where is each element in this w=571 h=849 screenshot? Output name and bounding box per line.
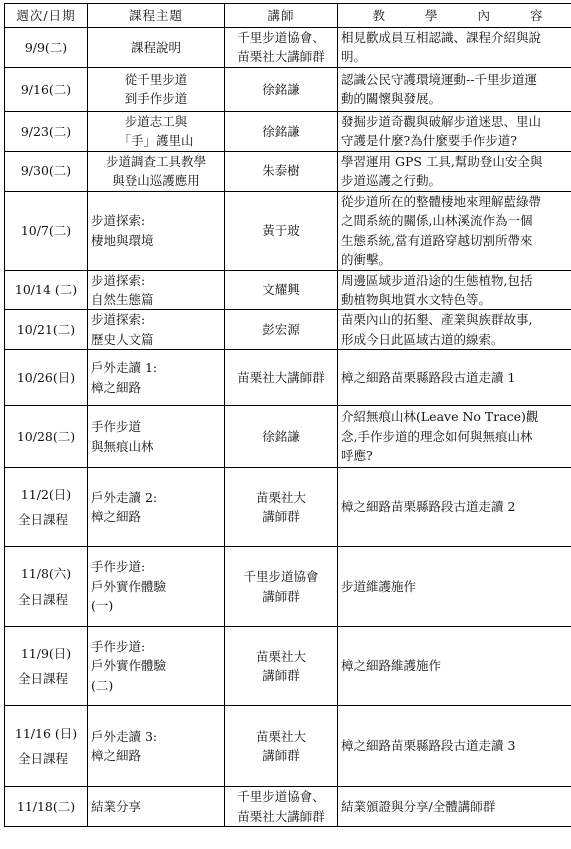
date-cell (5, 151, 88, 191)
header-row (5, 4, 571, 28)
content-line: 生態系統,當有道路穿越切割所帶來 (341, 232, 533, 248)
teacher-line: 苗栗社大講師群 (237, 369, 325, 385)
topic-cell (88, 151, 225, 191)
content-cell (338, 468, 571, 547)
teacher-cell (225, 191, 338, 270)
date-text: 10/7(二) (20, 222, 72, 238)
content-cell (338, 547, 571, 627)
topic-cell (88, 787, 225, 827)
date-text: 10/14 (二) (14, 282, 78, 298)
teacher-line: 講師群 (262, 509, 300, 524)
topic-line: 戶外走讀 3: (91, 728, 158, 744)
full-day-note: 全日課程 (18, 671, 69, 686)
date-cell (5, 67, 88, 111)
table-row (5, 151, 571, 191)
content-cell (338, 706, 571, 787)
topic-line: 與登山巡護應用 (112, 173, 200, 189)
content-line: 呼應? (341, 448, 373, 464)
content-line: 動的關懷與發展。 (341, 91, 442, 107)
teacher-cell (225, 28, 338, 68)
topic-cell (88, 547, 225, 627)
topic-line: 樟之細路 (91, 379, 142, 395)
date-text: 9/16(二) (20, 81, 72, 97)
table-row (5, 67, 571, 111)
date-text: 11/9(日) (20, 645, 72, 661)
schedule-body (5, 28, 571, 827)
teacher-cell (225, 151, 338, 191)
date-text: 11/18(二) (16, 798, 76, 814)
topic-line: 戶外走讀 1: (91, 360, 158, 376)
table-row (5, 406, 571, 468)
topic-cell (88, 406, 225, 468)
topic-cell (88, 28, 225, 68)
content-cell (338, 310, 571, 350)
content-cell (338, 627, 571, 706)
topic-cell (88, 270, 225, 310)
topic-line: 棲地與環境 (91, 232, 154, 248)
content-line: 從步道所在的整體棲地來理解藍綠帶 (341, 193, 542, 209)
date-cell (5, 310, 88, 350)
topic-line: 從千里步道 (124, 71, 188, 87)
topic-line: 步道探索: (91, 213, 146, 229)
date-cell (5, 787, 88, 827)
full-day-note: 全日課程 (18, 591, 69, 607)
topic-line: 戶外實作體驗 (91, 658, 167, 674)
table-row (5, 310, 571, 350)
date-cell (5, 627, 88, 706)
content-line: 相見歡成員互相認識、課程介紹與說 (341, 30, 542, 45)
content-line: 步道巡護之行動。 (341, 173, 442, 189)
content-line: 結業頒證與分享/全體講師群 (341, 798, 496, 814)
content-cell (338, 191, 571, 270)
topic-cell (88, 706, 225, 787)
table-row (5, 547, 571, 627)
teacher-cell (225, 787, 338, 827)
date-cell (5, 468, 88, 547)
topic-line: 自然生態篇 (91, 291, 154, 307)
teacher-cell (225, 406, 338, 468)
header-topic: 課程主題 (88, 4, 225, 28)
topic-line: 戶外走讀 2: (91, 489, 158, 505)
date-text: 10/21(二) (16, 321, 76, 337)
topic-line: 戶外實作體驗 (91, 578, 167, 594)
topic-line: 樟之細路 (91, 748, 142, 763)
topic-line: 步道志工與 (124, 113, 188, 129)
topic-cell (88, 111, 225, 151)
teacher-cell (225, 270, 338, 310)
topic-line: 步道調查工具教學 (105, 153, 206, 169)
date-cell (5, 706, 88, 787)
content-line: 發掘步道奇觀與破解步道迷思、里山 (341, 113, 542, 129)
teacher-line: 徐銘謙 (262, 81, 300, 97)
header-week-date: 週次/日期 (5, 4, 88, 28)
content-cell (338, 406, 571, 468)
teacher-line: 苗栗社大 (255, 648, 306, 664)
date-text: 9/23(二) (20, 123, 72, 139)
content-line: 的衝擊。 (341, 251, 392, 267)
teacher-line: 苗栗社大講師群 (237, 808, 325, 824)
table-row (5, 787, 571, 827)
teacher-line: 講師群 (262, 588, 300, 604)
date-text: 9/9(二) (24, 39, 68, 55)
topic-line: 步道探索: (91, 272, 146, 288)
table-row (5, 468, 571, 547)
content-line: 步道維護施作 (341, 578, 417, 594)
content-cell (338, 270, 571, 310)
content-cell (338, 350, 571, 406)
content-line: 守護是什麼?為什麼要手作步道? (341, 133, 517, 149)
date-cell (5, 28, 88, 68)
content-line: 念,手作步道的理念如何與無痕山林 (341, 428, 533, 444)
teacher-line: 講師群 (262, 748, 300, 763)
topic-cell (88, 350, 225, 406)
topic-cell (88, 67, 225, 111)
date-text: 11/2(日) (20, 486, 72, 502)
date-cell (5, 406, 88, 468)
content-line: 認識公民守護環境運動--千里步道運 (341, 71, 537, 87)
header-teacher: 講師 (225, 4, 338, 28)
content-line: 樟之細路苗栗縣路段古道走讀 3 (341, 738, 516, 754)
topic-line: 課程說明 (130, 39, 181, 55)
table-row (5, 28, 571, 68)
topic-line: 與無痕山林 (91, 438, 154, 454)
teacher-line: 千里步道協會 (243, 569, 319, 585)
topic-line: 到手作步道 (124, 91, 188, 107)
teacher-line: 苗栗社大 (255, 489, 306, 505)
content-cell (338, 151, 571, 191)
content-line: 明。 (341, 49, 367, 65)
topic-cell (88, 191, 225, 270)
topic-line: 樟之細路 (91, 509, 142, 524)
teacher-line: 講師群 (262, 668, 300, 683)
topic-line: 手作步道 (91, 419, 142, 435)
date-text: 11/16 (日) (14, 725, 78, 741)
content-line: 學習運用 GPS 工具,幫助登山安全與 (341, 153, 543, 169)
content-cell (338, 787, 571, 827)
teacher-cell (225, 547, 338, 627)
topic-line: (一) (91, 598, 114, 614)
table-row (5, 111, 571, 151)
content-cell (338, 111, 571, 151)
teacher-cell (225, 627, 338, 706)
topic-line: (二) (91, 677, 114, 693)
teacher-cell (225, 350, 338, 406)
teacher-line: 朱泰樹 (262, 163, 300, 179)
teacher-cell (225, 111, 338, 151)
teacher-line: 苗栗社大 (255, 728, 306, 744)
table-row (5, 270, 571, 310)
teacher-line: 文耀興 (262, 282, 300, 298)
content-line: 介紹無痕山林(Leave No Trace)觀 (341, 409, 539, 425)
date-text: 11/8(六) (20, 566, 72, 582)
table-row (5, 706, 571, 787)
teacher-cell (225, 468, 338, 547)
date-text: 9/30(二) (20, 163, 72, 179)
table-row (5, 627, 571, 706)
date-cell (5, 191, 88, 270)
topic-cell (88, 310, 225, 350)
course-schedule-table (4, 3, 571, 827)
teacher-cell (225, 67, 338, 111)
teacher-line: 千里步道協會、 (237, 30, 325, 45)
topic-line: 步道探索: (91, 312, 146, 328)
topic-line: 手作步道: (91, 559, 146, 575)
date-cell (5, 547, 88, 627)
topic-cell (88, 627, 225, 706)
content-line: 動植物與地質水文特色等。 (341, 291, 492, 307)
teacher-line: 徐銘謙 (262, 123, 300, 139)
table-row (5, 350, 571, 406)
teacher-line: 苗栗社大講師群 (237, 49, 325, 65)
date-cell (5, 350, 88, 406)
topic-line: 「手」護里山 (118, 133, 194, 149)
teacher-line: 徐銘謙 (262, 428, 300, 444)
header-content: 教 學 內 容 (338, 4, 571, 28)
content-line: 形成今日此區域古道的線索。 (341, 331, 504, 347)
content-line: 樟之細路維護施作 (341, 658, 442, 674)
teacher-line: 黃于玻 (262, 222, 300, 238)
full-day-note: 全日課程 (18, 751, 69, 766)
teacher-cell (225, 706, 338, 787)
teacher-line: 千里步道協會、 (237, 789, 325, 805)
date-cell (5, 111, 88, 151)
date-text: 10/26(日) (16, 369, 76, 385)
topic-cell (88, 468, 225, 547)
content-line: 苗栗內山的拓墾、產業與族群故事, (341, 312, 533, 328)
content-line: 之間系統的關係,山林溪流作為一個 (341, 213, 533, 229)
topic-line: 手作步道: (91, 638, 146, 654)
content-line: 周邊區域步道沿途的生態植物,包括 (341, 272, 533, 288)
content-cell (338, 28, 571, 68)
topic-line: 歷史人文篇 (91, 331, 154, 347)
content-line: 樟之細路苗栗縣路段古道走讀 1 (341, 369, 516, 385)
topic-line: 結業分享 (91, 798, 142, 814)
full-day-note: 全日課程 (18, 512, 69, 527)
table-row (5, 191, 571, 270)
content-cell (338, 67, 571, 111)
date-text: 10/28(二) (16, 428, 76, 444)
teacher-cell (225, 310, 338, 350)
date-cell (5, 270, 88, 310)
content-line: 樟之細路苗栗縣路段古道走讀 2 (341, 499, 516, 515)
teacher-line: 彭宏源 (262, 321, 300, 337)
